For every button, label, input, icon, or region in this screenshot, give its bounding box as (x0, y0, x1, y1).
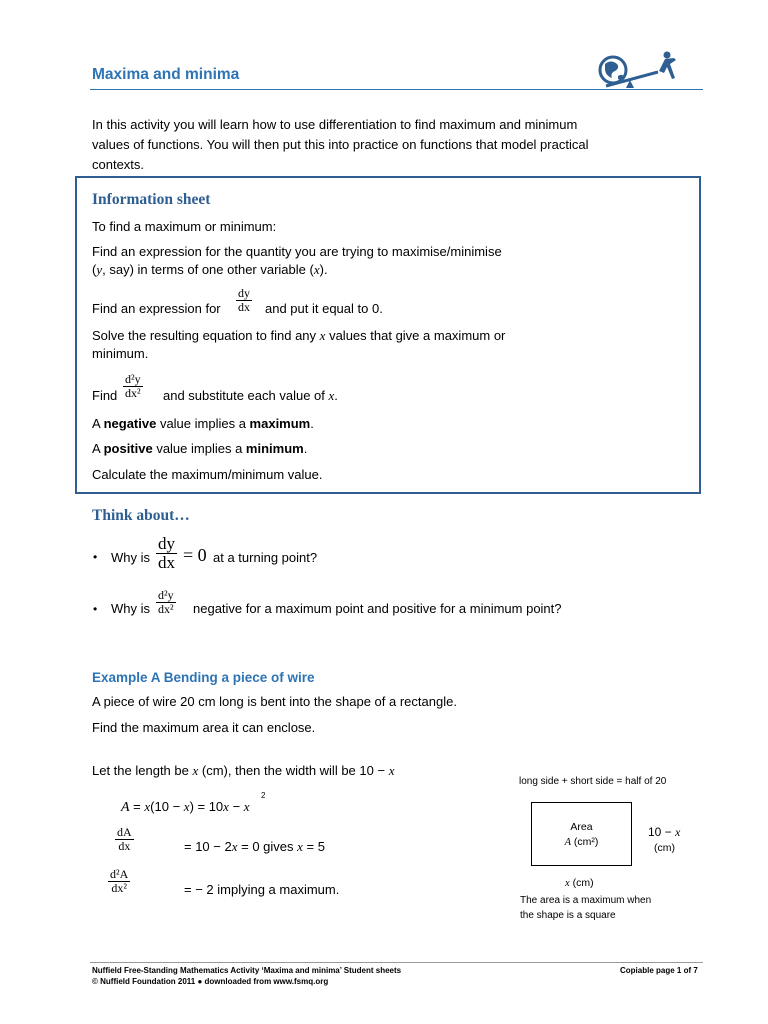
bullet-icon: • (93, 602, 98, 616)
text: ( (92, 262, 97, 277)
equation-second-derivative: = − 2 implying a maximum. (184, 882, 340, 897)
text: = 0 gives (237, 839, 298, 854)
equation-area (121, 798, 250, 817)
var-x: x (144, 799, 151, 814)
text: = 10 − 2 (184, 839, 232, 854)
var-y: y (96, 262, 103, 277)
var-x: x (565, 878, 570, 889)
numerator: d²y (125, 372, 141, 386)
text: (10 − (150, 799, 184, 814)
footer-line-1: Nuffield Free-Standing Mathematics Activity ‘Maxima and minima’ Student sheets (92, 966, 402, 975)
equation-derivative (184, 838, 325, 856)
think-q1-eq: = 0 (183, 545, 207, 565)
diagram-top-label: long side + short side = half of 20 (519, 776, 667, 787)
text: and substitute each value of (163, 388, 325, 403)
text-bold: positive (103, 441, 153, 456)
var-x: x (675, 825, 681, 839)
info-line-5: Find (92, 388, 118, 403)
text: (cm²) (571, 836, 599, 848)
info-line-1: To find a maximum or minimum: (92, 219, 277, 234)
text: − (228, 799, 244, 814)
text: A (92, 416, 104, 431)
bullet-icon: • (93, 550, 98, 564)
denominator: dx (238, 300, 250, 314)
dA-dx-fraction (115, 826, 134, 853)
area-label: Area (570, 821, 593, 833)
text: value implies a (152, 441, 246, 456)
numerator: d²y (158, 588, 174, 602)
denominator: dx² (111, 881, 127, 895)
var-A: A (121, 800, 130, 815)
denominator: dx² (158, 602, 174, 616)
var-x: x (313, 262, 320, 277)
var-x: x (243, 799, 250, 814)
numerator: dy (158, 534, 175, 553)
think-q2-pre: Why is (111, 601, 150, 616)
page-title: Maxima and minima (92, 66, 240, 83)
rectangle-diagram (531, 802, 632, 866)
info-line-7 (92, 440, 307, 458)
var-x: x (223, 799, 229, 814)
text: value implies a (156, 416, 250, 431)
bottom-label (565, 877, 594, 889)
info-line-8: Calculate the maximum/minimum value. (92, 467, 323, 482)
text: , say) in terms of one other variable ( (102, 262, 314, 277)
d2A-dx2-fraction (108, 868, 130, 895)
var-x: x (231, 839, 238, 854)
footer-rule (90, 962, 703, 963)
text: 10 − (648, 825, 672, 839)
diagram-caption-2: the shape is a square (520, 910, 616, 921)
text-bold: maximum (249, 416, 311, 431)
denominator: dx² (125, 386, 141, 400)
info-line-5-post (163, 387, 338, 405)
var-x: x (183, 799, 190, 814)
think-q1-post: at a turning point? (213, 550, 318, 565)
var-x: x (388, 763, 395, 778)
text: values that give a maximum or (329, 328, 506, 343)
text-bold: minimum (245, 441, 304, 456)
footer-line-2: © Nuffield Foundation 2011 ● downloaded from www.fsmq.org (92, 977, 329, 986)
globe-seesaw-logo-icon (596, 50, 686, 90)
side-unit: (cm) (654, 842, 675, 854)
example-heading: Example A Bending a piece of wire (92, 670, 315, 685)
info-line-2b (92, 261, 328, 279)
text: (cm), then the width will be 10 − (201, 763, 386, 778)
text: A (92, 441, 104, 456)
info-line-2a: Find an expression for the quantity you are trying to maximise/minimise (92, 244, 502, 259)
intro-paragraph: In this activity you will learn how to use differentiation to find maximum and minimum values of functions. You will then put this into practice on functions that model practical contexts. (92, 117, 589, 172)
text: = (129, 799, 145, 814)
numerator: d²A (110, 867, 129, 881)
text: . (334, 388, 338, 403)
header-rule (90, 89, 703, 90)
text: Let the length be (92, 763, 189, 778)
page-number: Copiable page 1 of 7 (620, 966, 698, 975)
denominator: dx (118, 839, 131, 853)
var-x: x (192, 763, 199, 778)
var-A: A (564, 837, 571, 848)
text: ) = 10 (189, 799, 224, 814)
text: Solve the resulting equation to find any (92, 328, 317, 343)
dy-dx-fraction (236, 287, 252, 314)
var-x: x (328, 388, 335, 403)
info-line-4b: minimum. (92, 346, 149, 361)
diagram-caption-1: The area is a maximum when (520, 895, 652, 906)
example-p2: Find the maximum area it can enclose. (92, 720, 316, 735)
think-q2-post: negative for a maximum point and positive for a minimum point? (193, 601, 562, 616)
text: . (303, 441, 308, 456)
side-label (648, 825, 680, 840)
exponent: 2 (261, 791, 266, 800)
d2y-dx2-fraction (123, 373, 143, 400)
text: = 5 (302, 839, 325, 854)
var-x: x (297, 839, 303, 854)
example-let (92, 762, 394, 780)
denominator: dx (158, 553, 175, 572)
numerator: dy (238, 286, 250, 300)
example-p1: A piece of wire 20 cm long is bent into the shape of a rectangle. (92, 694, 457, 709)
text: . (310, 416, 314, 431)
info-heading: Information sheet (92, 191, 211, 208)
info-line-3: Find an expression for (92, 301, 221, 316)
dy-dx-fraction (156, 535, 177, 572)
var-x: x (319, 328, 326, 343)
think-q1-pre: Why is (111, 550, 150, 565)
numerator: dA (117, 825, 132, 839)
d2y-dx2-fraction (156, 589, 176, 616)
area-unit-label (531, 836, 632, 848)
info-line-3-post: and put it equal to 0. (265, 301, 383, 316)
text: ). (319, 262, 328, 277)
text-bold: negative (103, 416, 157, 431)
info-line-6 (92, 415, 314, 433)
think-heading: Think about… (92, 507, 190, 524)
text: (cm) (569, 877, 594, 889)
info-line-4 (92, 327, 505, 345)
